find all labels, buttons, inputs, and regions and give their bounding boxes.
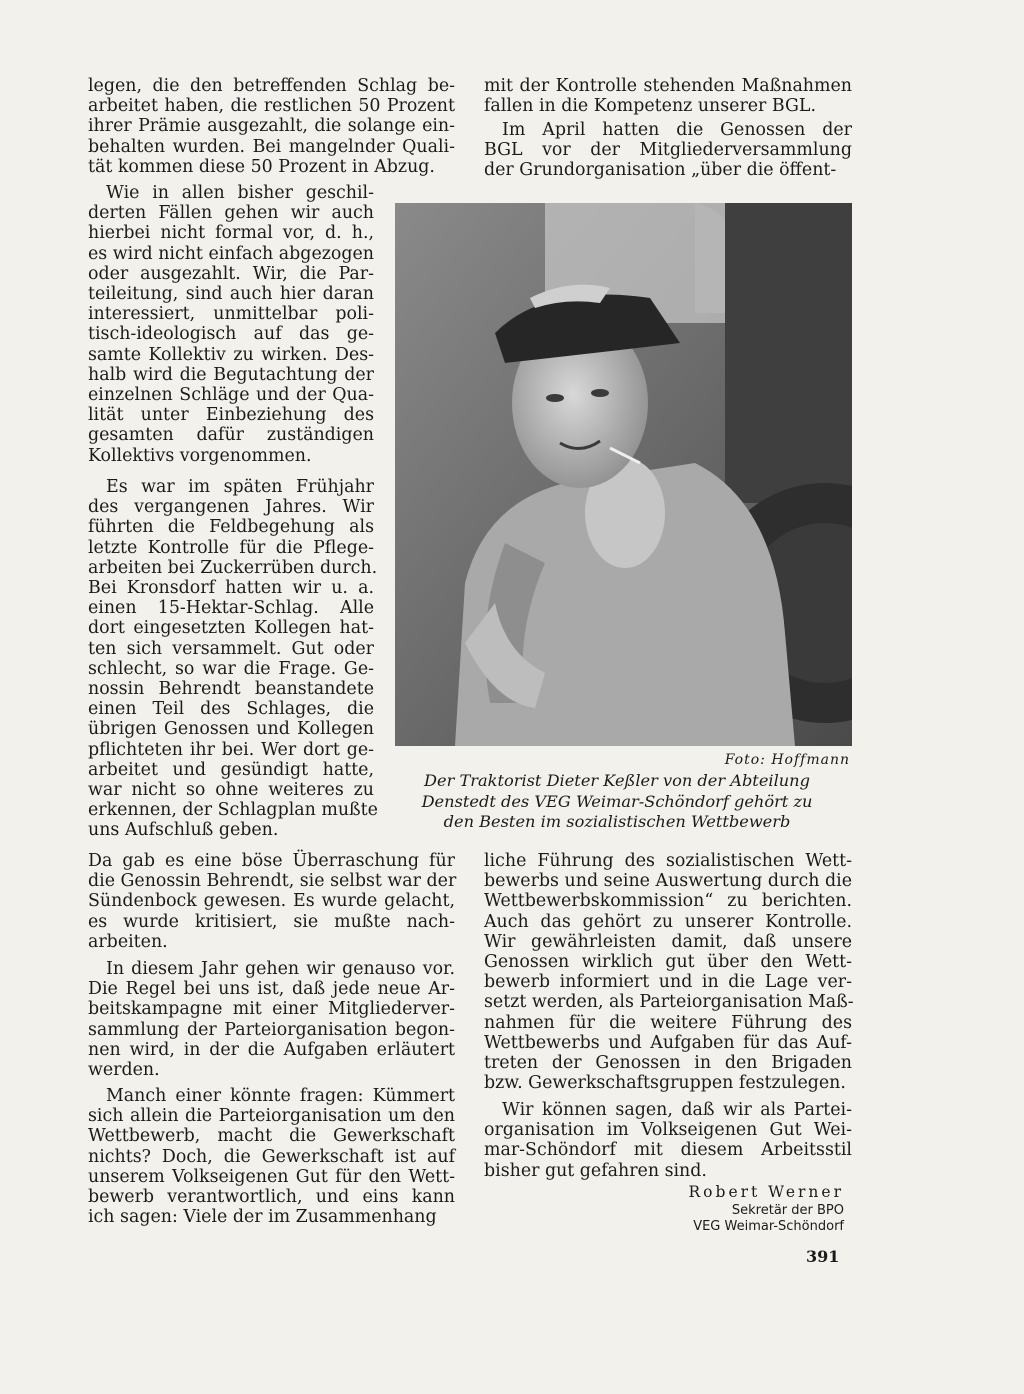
text-line: arbeiten. — [88, 931, 168, 952]
text-line: nichts? Doch, die Gewerkschaft ist auf — [88, 1146, 455, 1167]
text-line: nahmen für die weitere Führung des — [484, 1012, 852, 1033]
col1-para3-cont — [88, 851, 455, 952]
text-line: bewerbs und seine Auswertung durch die — [484, 871, 852, 892]
text-line: ihrer Prämie ausgezahlt, die solange ein- — [88, 116, 455, 137]
text-line: erkennen, der Schlagplan mußte — [88, 800, 378, 821]
text-line: des vergangenen Jahres. Wir — [88, 497, 374, 518]
text-line: teileitung, sind auch hier daran — [88, 284, 374, 305]
text-line: Wir können sagen, daß wir als Partei- — [502, 1100, 852, 1120]
signature-role: Sekretär der BPO — [731, 1203, 844, 1218]
text-line: Es war im späten Frühjahr — [106, 477, 374, 497]
text-line: mar-Schöndorf mit diesem Arbeitsstil — [484, 1140, 852, 1161]
text-line: ich sagen: Viele der im Zusammenhang — [88, 1207, 437, 1228]
text-line: sammlung der Parteiorganisation begon- — [88, 1019, 455, 1040]
page-number: 391 — [806, 1247, 840, 1266]
text-line: Kollektivs vorgenommen. — [88, 445, 312, 466]
text-line: Da gab es eine böse Überraschung für — [88, 851, 455, 871]
text-line: legen, die den betreffenden Schlag be- — [88, 76, 455, 96]
col2-bottom — [484, 851, 852, 1093]
text-line: Genossen wirklich gut über den Wett- — [484, 952, 852, 973]
col2-para2 — [484, 120, 852, 181]
photo-credit: Foto: Hoffmann — [724, 752, 850, 768]
text-line: einen Teil des Schlages, die — [88, 699, 374, 720]
text-line: mit der Kontrolle stehenden Maßnahmen — [484, 76, 852, 96]
text-line: der Grundorganisation „über die öffent- — [484, 160, 837, 181]
text-line: tisch-ideologisch auf das ge- — [88, 324, 374, 345]
text-line: oder ausgezahlt. Wir, die Par- — [88, 263, 374, 284]
text-line: bzw. Gewerkschaftsgruppen festzulegen. — [484, 1073, 846, 1094]
text-line: führten die Feldbegehung als — [88, 517, 374, 538]
text-line: die Genossin Behrendt, sie selbst war der — [88, 871, 457, 892]
signature-org: VEG Weimar-Schöndorf — [693, 1219, 844, 1234]
text-line: Der Traktorist Dieter Keßler von der Abteilung — [424, 771, 810, 790]
text-line: werden. — [88, 1060, 160, 1081]
text-line: arbeiten bei Zuckerrüben durch. — [88, 557, 378, 578]
text-line: bewerb verantwortlich, und eins kann — [88, 1187, 455, 1208]
text-line: bewerb informiert und in die Lage ver- — [484, 972, 852, 993]
text-line: tät kommen diese 50 Prozent in Abzug. — [88, 156, 435, 177]
text-line: samte Kollektiv zu wirken. Des- — [88, 344, 374, 365]
text-line: letzte Kontrolle für die Pflege- — [88, 537, 374, 558]
text-line: lität unter Einbeziehung des — [88, 405, 374, 426]
text-line: es wird nicht einfach abgezogen — [88, 243, 374, 264]
text-line: ten sich versammelt. Gut oder — [88, 638, 374, 659]
text-line: arbeitet und gesündigt hatte, — [88, 759, 374, 780]
col1-para3 — [88, 477, 378, 841]
col1-top — [88, 76, 455, 177]
text-line: liche Führung des sozialistischen Wett- — [484, 851, 852, 871]
text-line: organisation im Volkseigenen Gut Wei- — [484, 1120, 852, 1141]
text-line: hierbei nicht formal vor, d. h., — [88, 223, 374, 244]
text-line: Im April hatten die Genossen der — [502, 120, 852, 140]
text-line: interessiert, unmittelbar poli- — [88, 304, 374, 325]
text-line: Bei Kronsdorf hatten wir u. a. — [88, 578, 374, 599]
text-line: nossin Behrendt beanstandete — [88, 679, 374, 700]
signature-name: Robert Werner — [688, 1183, 844, 1201]
text-line: Wettbewerbs und Aufgaben für das Auf- — [484, 1032, 852, 1053]
text-line: Denstedt des VEG Weimar-Schöndorf gehört zu — [421, 791, 813, 811]
text-line: Wettbewerb, macht die Gewerkschaft — [88, 1126, 455, 1147]
text-line: schlecht, so war die Frage. Ge- — [88, 658, 374, 679]
text-line: arbeitet haben, die restlichen 50 Prozent — [88, 96, 455, 117]
text-line: dort eingesetzten Kollegen hat- — [88, 618, 374, 639]
text-line: halb wird die Begutachtung der — [88, 364, 374, 385]
text-line: es wurde kritisiert, sie mußte nach- — [88, 911, 455, 932]
text-line: fallen in die Kompetenz unserer BGL. — [484, 96, 816, 117]
text-line: Wir gewährleisten damit, daß unsere — [484, 931, 852, 952]
text-line: den Besten im sozialistischen Wettbewerb — [443, 812, 791, 832]
text-line: treten der Genossen in den Brigaden — [484, 1053, 852, 1074]
photo-tractor-driver — [395, 203, 852, 746]
text-line: übrigen Genossen und Kollegen — [88, 719, 374, 740]
text-line: BGL vor der Mitgliederversammlung — [484, 140, 852, 161]
text-line: Manch einer könnte fragen: Kümmert — [106, 1086, 455, 1106]
text-line: beitskampagne mit einer Mitgliederver- — [88, 999, 455, 1020]
text-line: Wettbewerbskommission“ zu berichten. — [484, 891, 852, 912]
text-line: uns Aufschluß geben. — [88, 820, 279, 841]
text-line: bisher gut gefahren sind. — [484, 1160, 707, 1181]
text-line: sich allein die Parteiorganisation um den — [88, 1106, 455, 1127]
text-line: Auch das gehört zu unserer Kontrolle. — [484, 911, 852, 932]
text-line: Die Regel bei uns ist, daß jede neue Ar- — [88, 979, 455, 1000]
text-line: gesamten dafür zuständigen — [88, 425, 374, 446]
photo-caption — [382, 771, 852, 833]
text-line: war nicht so ohne weiteres zu — [88, 780, 374, 801]
text-line: einzelnen Schläge und der Qua- — [88, 385, 374, 406]
text-line: nen wird, in der die Aufgaben erläutert — [88, 1039, 455, 1060]
text-line: pflichteten ihr bei. Wer dort ge- — [88, 739, 374, 760]
text-line: derten Fällen gehen wir auch — [88, 203, 374, 224]
col1-para4 — [88, 959, 455, 1080]
col1-para2 — [88, 183, 374, 466]
text-line: unserem Volkseigenen Gut für den Wett- — [88, 1166, 455, 1187]
col1-para5 — [88, 1086, 455, 1227]
text-line: einen 15-Hektar-Schlag. Alle — [88, 598, 374, 619]
text-line: setzt werden, als Parteiorganisation Maß- — [484, 992, 854, 1013]
col2-top — [484, 76, 852, 116]
text-line: Wie in allen bisher geschil- — [106, 183, 374, 203]
text-line: Sündenbock gewesen. Es wurde gelacht, — [88, 891, 455, 912]
col2-para-last — [484, 1100, 852, 1181]
text-line: In diesem Jahr gehen wir genauso vor. — [106, 959, 455, 979]
text-line: behalten wurden. Bei mangelnder Quali- — [88, 136, 455, 157]
photo-image — [395, 203, 852, 746]
